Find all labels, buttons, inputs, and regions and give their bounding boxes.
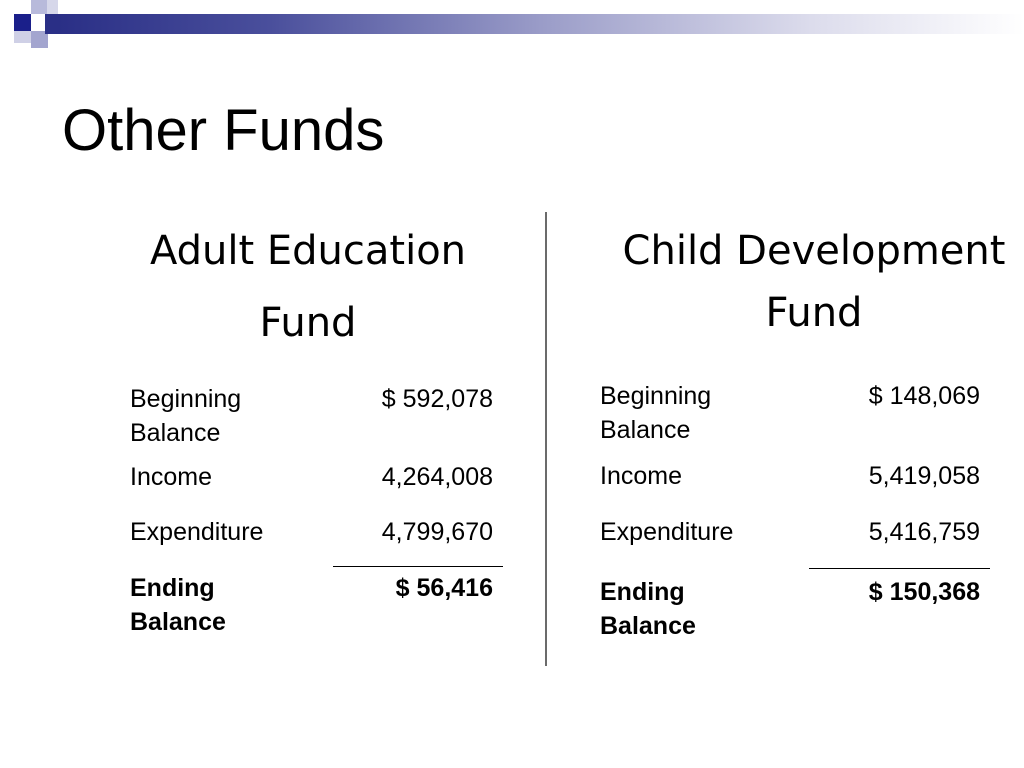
- adult-fund-heading-line2: Fund: [259, 300, 357, 346]
- adult-total-rule: [333, 566, 503, 567]
- child-ending-label: [600, 575, 696, 643]
- adult-expenditure-label: Expenditure: [130, 518, 264, 546]
- label-line: Balance: [600, 416, 691, 444]
- header-square-light: [47, 0, 58, 14]
- child-income-amount: 5,419,058: [868, 462, 980, 490]
- child-income-label: Income: [600, 462, 682, 490]
- header-square-light: [31, 0, 48, 14]
- column-divider: [545, 212, 547, 666]
- header-gradient-bar: [58, 14, 1024, 34]
- adult-fund-heading: [108, 222, 508, 352]
- label-line: Beginning: [130, 385, 242, 413]
- header-square-dark: [14, 14, 31, 31]
- adult-expenditure-amount: 4,799,670: [381, 518, 493, 546]
- child-fund-heading-line2: Fund: [765, 290, 863, 336]
- child-ending-amount: $ 150,368: [868, 578, 980, 606]
- child-total-rule: [809, 568, 990, 569]
- child-fund-heading-line1: Child Development: [622, 228, 1006, 274]
- label-line: Balance: [600, 612, 696, 640]
- label-line: Ending: [600, 578, 685, 606]
- header-square-light: [14, 31, 31, 43]
- page-title: Other Funds: [62, 98, 385, 163]
- child-beginning-amount: $ 148,069: [868, 382, 980, 410]
- child-expenditure-amount: 5,416,759: [868, 518, 980, 546]
- adult-income-label: Income: [130, 463, 212, 491]
- adult-beginning-amount: $ 592,078: [381, 385, 493, 413]
- child-expenditure-label: Expenditure: [600, 518, 734, 546]
- label-line: Beginning: [600, 382, 712, 410]
- adult-beginning-label: [130, 382, 241, 450]
- label-line: Balance: [130, 419, 221, 447]
- label-line: Balance: [130, 608, 226, 636]
- adult-income-amount: 4,264,008: [381, 463, 493, 491]
- adult-ending-label: [130, 571, 226, 639]
- child-fund-heading: [584, 222, 1024, 342]
- adult-fund-heading-line1: Adult Education: [149, 228, 467, 274]
- header-square-dark: [45, 14, 58, 34]
- label-line: Ending: [130, 574, 215, 602]
- child-beginning-label: [600, 379, 711, 447]
- adult-ending-amount: $ 56,416: [395, 574, 493, 602]
